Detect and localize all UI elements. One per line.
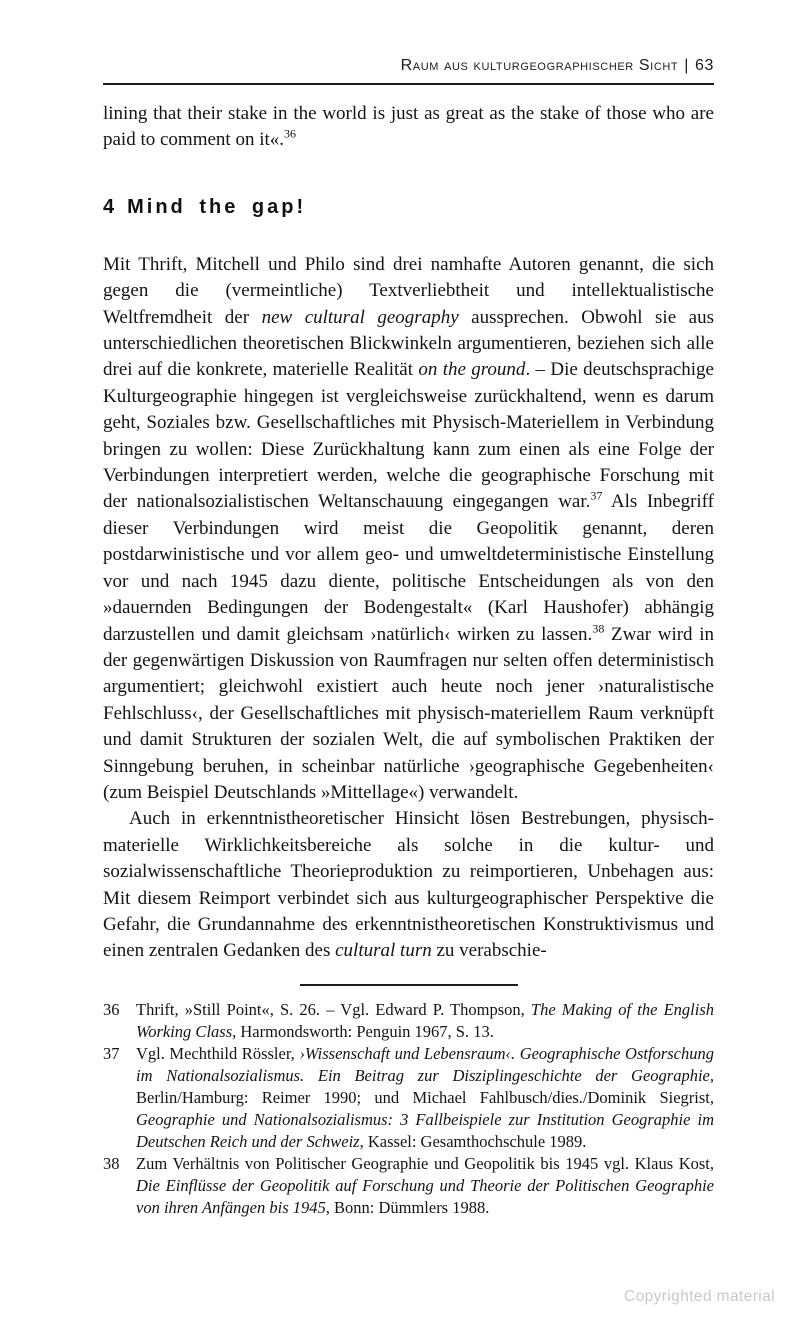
footnote-divider [300, 984, 518, 986]
footnote-number: 37 [103, 1043, 120, 1063]
footnote-text: Vgl. Mechthild Rössler, ›Wissenschaft und Lebensraum‹. Geographische Ostforschung im Nationalsozialismus. Ein Beitrag zur Disziplingeschichte der Geographie, Berlin/Hamburg: Reimer 1990; und Michael Fahlbusch/dies./Dominik Siegrist, Geographie und Nationalsozialismus: 3 Fallbeispiele zur Institution Geographie im Deutschen Reich und der Schweiz, Kassel: Gesamthochschule 1989. [136, 1043, 714, 1151]
body-paragraph: Auch in erkenntnistheoretischer Hinsicht lösen Bestrebungen, physisch-materielle Wirklichkeitsbereiche als solche in die kultur- und sozialwissenschaftliche Theorieproduktion zu reimportieren, Unbehagen aus: Mit diesem Reimport verbindet sich aus kulturgeographischer Perspektive die Gefahr, die Grundannahme des erkenntnistheoretischen Konstruktivismus und einen zentralen Gedanken des cultural turn zu verabschie- [103, 808, 714, 962]
section-heading-title: Mind the gap! [127, 195, 307, 218]
text-column [103, 0, 714, 1219]
footnote-text: Thrift, »Still Point«, S. 26. – Vgl. Edward P. Thompson, The Making of the English Working Class, Harmondsworth: Penguin 1967, S. 13. [136, 999, 714, 1041]
footnote-number: 38 [103, 1153, 120, 1173]
section-heading-number: 4 [103, 195, 118, 218]
footnote [103, 1153, 714, 1219]
header-separator: | [684, 57, 689, 74]
footnote [103, 1043, 714, 1153]
running-header [103, 57, 714, 85]
running-header-title: Raum aus kulturgeographischer Sicht [400, 57, 679, 74]
copyright-watermark: Copyrighted material [623, 1288, 775, 1305]
footnotes-section [103, 999, 714, 1219]
page-number: 63 [695, 57, 714, 74]
continuation-paragraph: lining that their stake in the world is just as great as the stake of those who are paid to comment on it«.$^{36}$ [103, 103, 714, 151]
section-heading [103, 196, 714, 219]
body-paragraph: Mit Thrift, Mitchell und Philo sind drei namhafte Autoren genannt, die sich gegen die (vermeintliche) Textverliebtheit und intellektualistische Weltfremdheit der new cultural geography aussprechen. Obwohl sie aus unterschiedlichen theoretischen Blickwinkeln argumentieren, beziehen sich alle drei auf die konkrete, materielle Realität on the ground. – Die deutschsprachige Kulturgeographie hingegen ist vergleichsweise zurückhaltend, wenn es darum geht, Soziales bzw. Gesellschaftliches mit Physisch-Materiellem in Verbindung bringen zu wollen: Diese Zurückhaltung kann zum einen als eine Folge der Verbindungen interpretiert werden, welche die geographische Forschung mit der nationalsozialistischen Weltanschauung eingegangen war.$^{37}$ Als Inbegriff dieser Verbindungen wird meist die Geopolitik genannt, deren postdarwinistische und vor allem geo- und umweltdeterministische Einstellung vor und nach 1945 dazu diente, politische Entscheidungen als von den »dauernden Bedingungen der Bodengestalt« (Karl Haushofer) abhängig darzustellen und damit gleichsam ›natürlich‹ wirken zu lassen.$^{38}$ Zwar wird in der gegenwärtigen Diskussion von Raumfragen nur selten offen deterministisch argumentiert; gleichwohl existiert auch heute noch jener ›naturalistische Fehlschluss‹, der Gesellschaftliches mit physisch-materiellem Raum verknüpft und damit Strukturen der sozialen Welt, die auf symbolischen Praktiken der Sinngebung beruhen, in scheinbar natürliche ›geographische Gegebenheiten‹ (zum Beispiel Deutschlands »Mittellage«) verwandelt. [103, 253, 714, 803]
footnote [103, 999, 714, 1043]
footnote-text: Zum Verhältnis von Politischer Geographie und Geopolitik bis 1945 vgl. Klaus Kost, Die Einflüsse der Geopolitik auf Forschung und Theorie der Politischen Geographie von ihren Anfängen bis 1945, Bonn: Dümmlers 1988. [136, 1153, 714, 1217]
footnote-number: 36 [103, 999, 120, 1019]
